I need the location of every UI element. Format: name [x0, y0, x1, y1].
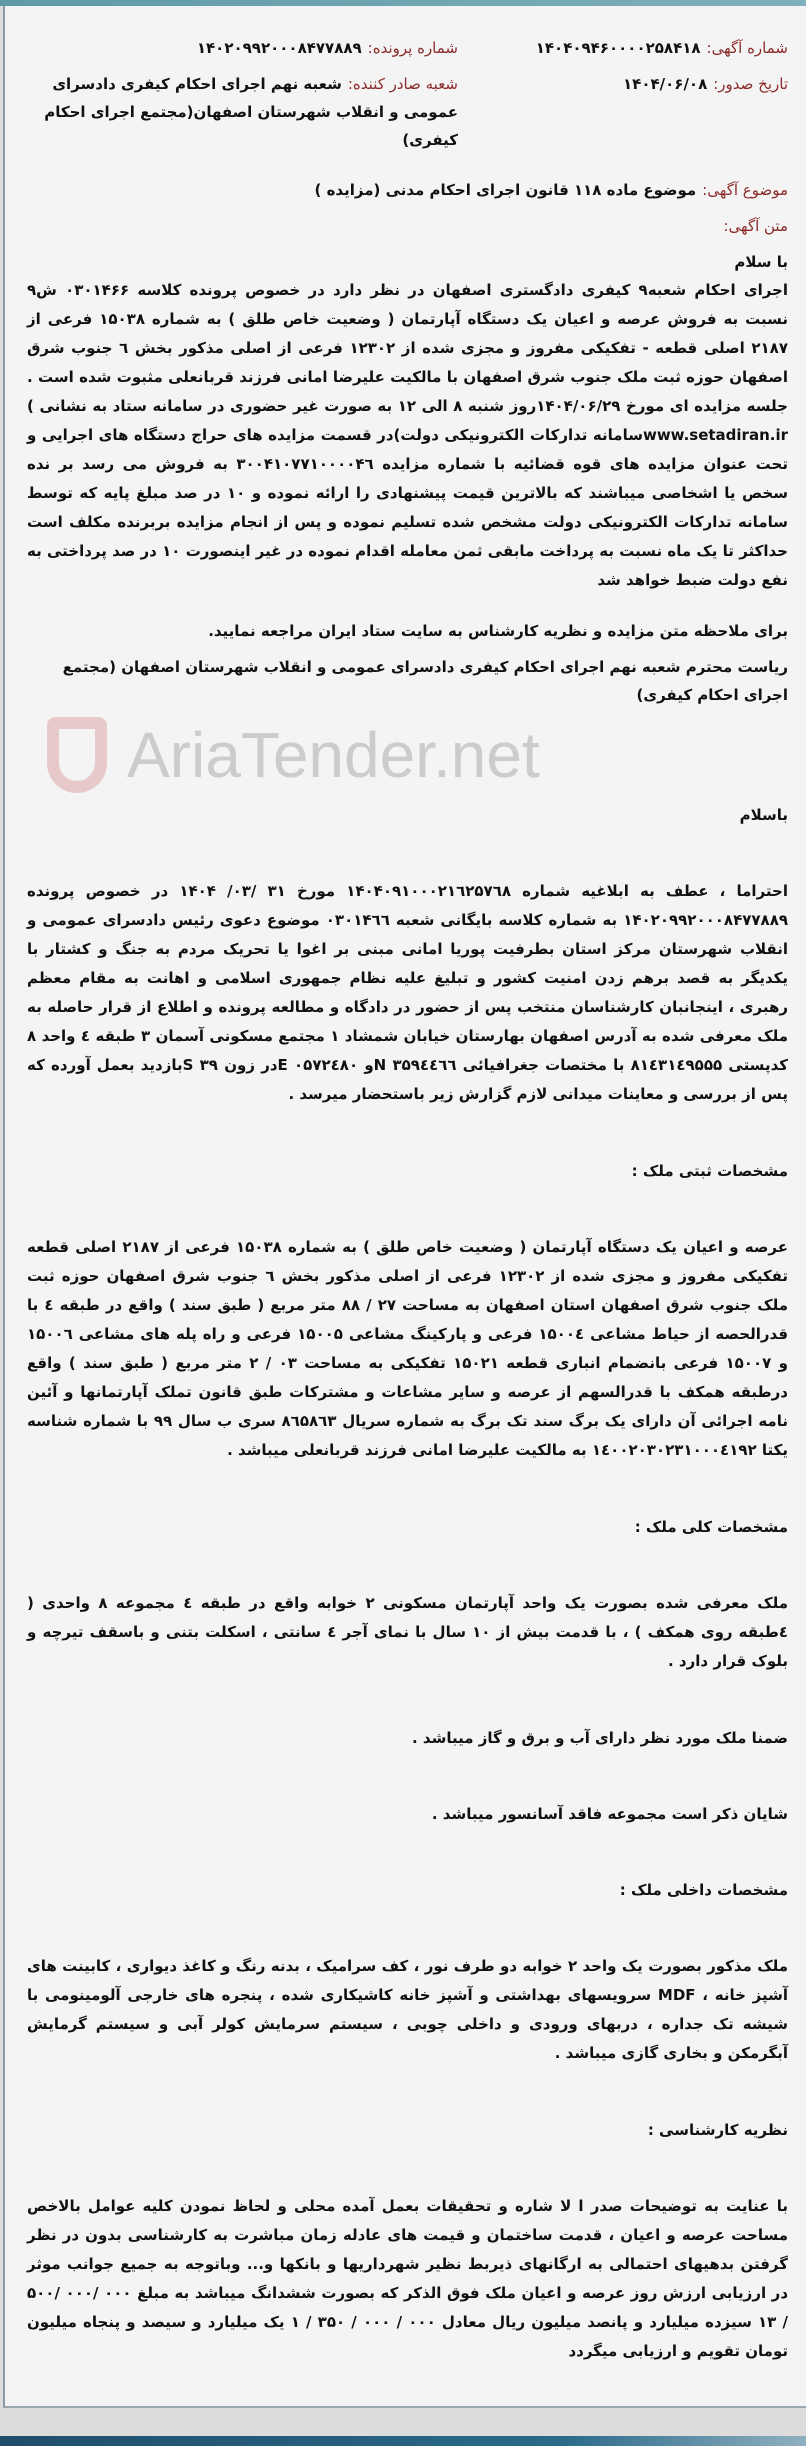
general-specs-heading: مشخصات کلی ملک : [634, 1518, 788, 1536]
expert-opinion-paragraph: با عنایت به توضیحات صدر ا لا شاره و تحقیقات بعمل آمده محلی و لحاظ نمودن کلیه عوامل بالاخص مساحت عرصه و اعیان ، قدمت ساختمان و قیمت های عادله زمان مباشرت به کارشناسی بدون در نظر گرفتن بدهیهای احتمالی به ارگانهای ذیربط نظیر شهرداریها و بانکها و... وباتوجه به جمیع جوانب موثر در ارزیابی ارزش روز عرصه و اعیان ملک فوق الذکر که بصورت ششدانگ میباشد به مبلغ ۰۰۰ /۰۰۰ /۵۰۰ / ۱۳ سیزده میلیارد و پانصد میلیون ریال معادل ۰۰۰ / ۰۰۰ / ۳۵۰ / ۱ یک میلیارد و سیصد و پنجاه میلیون تومان تقویم و ارزیابی میگردد [27, 2197, 789, 2360]
registry-specs-paragraph: عرصه و اعیان یک دستگاه آپارتمان ( وضعیت خاص طلق ) به شماره ۱۵۰۳۸ فرعی از ۲۱۸۷ اصلی قطعه تفکیکی مفروز و مجزی شده از ۱۲۳۰۲ فرعی از اصلی مذکور بخش ٦ جنوب شرق اصفهان حوزه ثبت ملک جنوب شرق اصفهان استان اصفهان به مساحت ۲۷ / ۸۸ متر مربع ( طبق سند ) واقع در طبقه ٤ با قدرالحصه از حیاط مشاعی ۱۵۰۰٤ فرعی و پارکینگ مشاعی ۱۵۰۰۵ فرعی و راه پله های مشاعی ۱۵۰۰٦ و ۱۵۰۰۷ فرعی بانضمام انباری قطعه ۱۵۰۲۱ تفکیکی به مساحت ۰۳ / ۲ متر مربع ( طبق سند ) واقع درطبقه همکف با قدرالسهم از عرصه و سایر مشاعات و مشترکات طبق قانون تملک آپارتمانها و آئین نامه اجرائی آن دارای یک برگ سند تک برگ به شماره سریال ۸٦۵۸٦۳ سری ب سال ۹۹ با شماره شناسه یکتا ۱٤۰۰۲۰۳۰۲۳۱۰۰۰٤۱۹۲ به مالکیت علیرضا امانی فرزند قربانعلی میباشد . [27, 1238, 789, 1459]
watermark-text: AriaTender.net [127, 719, 540, 791]
greeting-2: باسلام [739, 806, 788, 824]
expert-intro-paragraph: احتراما ، عطف به ابلاغیه شماره ۱۴۰۴۰۹۱۰۰۰۲۱٦۲۵۷٦۸ مورخ ۳۱ /۰۳/ ۱۴۰۴ در خصوص پرونده ۱۴۰۲۰۹۹۲۰۰۰۸۴۷۷۸۸۹ به شماره کلاسه بایگانی شعبه ۰۳۰۱۴٦٦ موضوع دعوی رئیس دادسرای عمومی و انقلاب شهرستان مرکز استان بطرفیت پوریا امانی مبنی بر اغوا یا تحریک مردم به جنگ و کشتار با یکدیگر به قصد برهم زدن امنیت کشور و تبلیغ علیه نظام جمهوری اسلامی و اهانت به مقام معظم رهبری ، اینجانبان کارشناسان منتخب پس از حضور در دادگاه و مطالعه پرونده و اطلاع از قرار حاصله به ملک معرفی شده به آدرس اصفهان بهارستان خیابان شمشاد ۱ مجتمع مسکونی آسمان ۳ طبقه ٤ واحد ۸ کدپستی ۸۱٤۳۱٤۹۵۵۵ با مختصات جغرافیائی ۳۵۹٤٤٦٦ Nو ۰۵۷۲٤۸۰ Eدر زون ۳۹ Sبازدید بعمل آورده که پس از بررسی و معاینات میدانی لازم گزارش زیر باستحضار میرسد . [27, 882, 788, 1103]
issuer-value: شعبه نهم اجرای احکام کیفری دادسرای عمومی و انقلاب شهرستان اصفهان(مجتمع اجرای احکام کیفری) [44, 75, 458, 149]
general-specs-paragraph: ملک معرفی شده بصورت یک واحد آپارتمان مسکونی ۲ خوابه واقع در طبقه ٤ مجموعه ۸ واحدی ( ٤طبقه روی همکف ) ، با قدمت بیش از ۱۰ سال با نمای آجر ٤ سانتی ، اسکلت بتنی و باسقف تیرچه و بلوک قرار دارد . [27, 1594, 788, 1670]
auction-paragraph: اجرای احکام شعبه۹ کیفری دادگستری اصفهان در نظر دارد در خصوص پرونده کلاسه ۰۳۰۱۴۶۶ ش۹ نسبت به فروش عرصه و اعیان یک دستگاه آپارتمان ( وضعیت خاص طلق ) به شماره ۱۵۰۳۸ فرعی از ۲۱۸۷ اصلی قطعه - تفکیکی مفروز و مجزی شده از ۱۲۳۰۲ فرعی از اصلی مذکور بخش ٦ جنوب شرق اصفهان حوزه ثبت ملک جنوب شرق اصفهان با مالکیت علیرضا امانی فرزند قربانعلی مثبوت شده است . جلسه مزایده ای مورخ ۱۴۰۴/۰۶/۲۹روز شنبه ۸ الی ۱۲ به صورت غیر حضوری در سامانه ستاد به نشانی ) www.setadiran.irسامانه تدارکات الکترونیکی دولت)در قسمت مزایده های حراج دستگاه های اجرایی و تحت عنوان مزایده های قوه قضائیه با شماره مزایده ۳۰۰۴۱۰۷۷۱۰۰۰۰۴٦ به فروش می رسد بر نده سخص یا اشخاصی میباشند که بالاترین قیمت پیشنهادی را ارائه نموده و ۱۰ در صد مبلغ پایه که توسط سامانه تدارکات الکترونیکی دولت مشخص شده تسلیم نموده و پس از انجام مزایده بربرنده مکلف است حداکثر تا یک ماه نسبت به پرداخت مابقی ثمن معامله اقدام نموده در غیر اینصورت ۱۰ در صد پرداختی به نفع دولت ضبط خواهد شد [27, 281, 789, 589]
subject-field [27, 176, 788, 204]
ad-number-label: شماره آگهی: [706, 39, 788, 57]
subject-value: موضوع ماده ۱۱۸ قانون اجرای احکام مدنی (مزایده ) [314, 181, 697, 199]
greeting: با سلام [734, 253, 788, 271]
case-number-value: ۱۴۰۲۰۹۹۲۰۰۰۸۴۷۷۸۸۹ [196, 39, 362, 57]
interior-specs-heading: مشخصات داخلی ملک : [619, 1881, 788, 1899]
utilities-paragraph: ضمنا ملک مورد نظر دارای آب و برق و گاز میباشد . [412, 1729, 788, 1747]
expert-opinion-heading: نظریه کارشناسی : [647, 2121, 788, 2139]
registry-specs-heading: مشخصات ثبتی ملک : [631, 1162, 788, 1180]
issue-date-value: ۱۴۰۴/۰۶/۰۸ [623, 75, 708, 93]
ad-detail-panel [3, 6, 806, 2408]
header-row-1 [27, 34, 788, 62]
taskbar [0, 2436, 806, 2446]
ad-text-label-field [27, 212, 788, 240]
subject-label: موضوع آگهی: [702, 181, 788, 199]
interior-specs-paragraph: ملک مذکور بصورت یک واحد ۲ خوابه دو طرف نور ، کف سرامیک ، بدنه رنگ و کاغذ دیواری ، کابینت های آشپز خانه ، MDF سرویسهای بهداشتی و آشپز خانه کاشیکاری شده ، پنجره های خارجی آلومینومی با شیشه تک جداره ، دربهای ورودی و داخلی چوبی ، سیستم سرمایش کولر آبی و سیستم گرمایش آبگرمکن و بخاری گازی میباشد . [27, 1957, 788, 2062]
elevator-paragraph: شایان ذکر است مجموعه فاقد آسانسور میباشد . [431, 1805, 788, 1823]
setad-note: برای ملاحظه متن مزایده و نظریه کارشناس به سایت ستاد ایران مراجعه نمایید. [208, 622, 788, 640]
issue-date-label: تاریخ صدور: [713, 75, 788, 93]
issuer-field [27, 70, 458, 154]
watermark-logo [27, 715, 788, 795]
ad-number-value: ۱۴۰۴۰۹۴۶۰۰۰۰۲۵۸۴۱۸ [535, 39, 701, 57]
header-row-2 [27, 70, 788, 154]
issuer-label: شعبه صادر کننده: [347, 75, 458, 93]
ad-text-label: متن آگهی: [723, 217, 788, 235]
issue-date-field [458, 70, 788, 98]
shield-icon [47, 717, 107, 793]
addressee: ریاست محترم شعبه نهم اجرای احکام کیفری دادسرای عمومی و انقلاب شهرستان اصفهان (مجتمع اجرای احکام کیفری) [62, 658, 788, 704]
case-number-field [27, 34, 458, 62]
ad-number-field [458, 34, 788, 62]
case-number-label: شماره پرونده: [367, 39, 458, 57]
